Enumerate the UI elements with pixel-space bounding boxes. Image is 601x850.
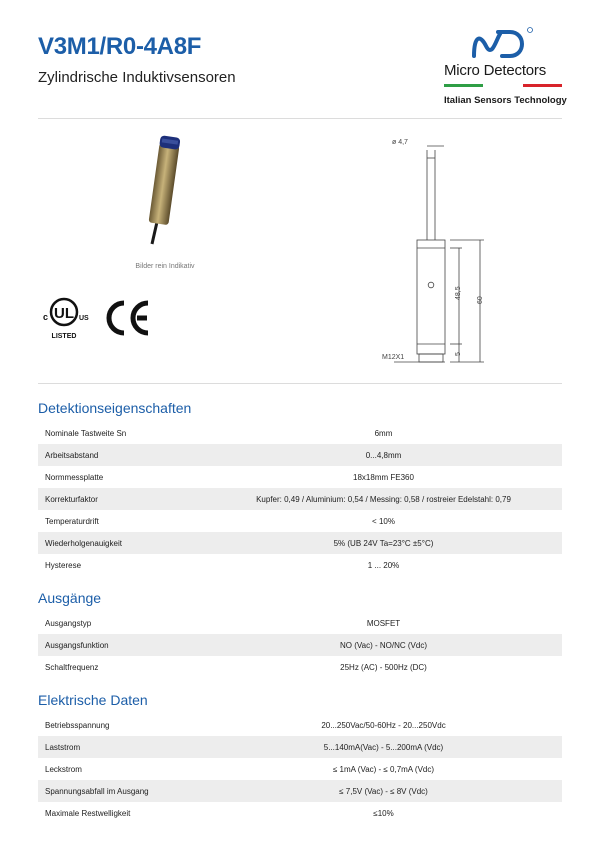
spec-label: Nominale Tastweite Sn xyxy=(45,428,127,438)
table-row xyxy=(38,780,562,802)
spec-value: ≤ 1mA (Vac) - ≤ 0,7mA (Vdc) xyxy=(332,764,435,774)
table-row xyxy=(38,554,562,576)
section-title-electrical: Elektrische Daten xyxy=(38,692,148,708)
spec-value: Kupfer: 0,49 / Aluminium: 0,54 / Messing: 0,58 / rostreier Edelstahl: 0,79 xyxy=(256,494,511,504)
spec-value: 18x18mm FE360 xyxy=(353,472,414,482)
spec-label: Arbeitsabstand xyxy=(45,450,99,460)
section-title-detection: Detektionseigenschaften xyxy=(38,400,192,416)
svg-text:c: c xyxy=(43,312,49,322)
svg-text:LISTED: LISTED xyxy=(51,333,77,340)
spec-label: Normmessplatte xyxy=(45,472,104,482)
spec-value: < 10% xyxy=(372,516,395,526)
spec-label: Maximale Restwelligkeit xyxy=(45,808,131,818)
table-row xyxy=(38,612,562,634)
ul-listed-icon xyxy=(40,294,98,342)
image-divider xyxy=(38,383,562,384)
svg-text:5: 5 xyxy=(455,352,462,356)
svg-text:US: US xyxy=(79,315,89,322)
spec-table-outputs xyxy=(38,612,562,678)
logo-tagline: Italian Sensors Technology xyxy=(444,95,567,106)
svg-text:ø 4,7: ø 4,7 xyxy=(392,139,408,146)
table-row xyxy=(38,634,562,656)
spec-label: Ausgangsfunktion xyxy=(45,640,109,650)
spec-value: 0...4,8mm xyxy=(365,450,402,460)
table-row xyxy=(38,422,562,444)
svg-text:M12X1: M12X1 xyxy=(382,354,405,361)
spec-label: Korrekturfaktor xyxy=(45,494,98,504)
product-subtitle: Zylindrische Induktivsensoren xyxy=(38,69,236,86)
md-logo-icon xyxy=(470,26,534,60)
spec-value: NO (Vac) - NO/NC (Vdc) xyxy=(340,640,427,650)
logo-brand-text: Micro Detectors xyxy=(444,62,547,79)
product-title: V3M1/R0-4A8F xyxy=(38,33,202,60)
spec-table-detection xyxy=(38,422,562,576)
spec-label: Temperaturdrift xyxy=(45,516,99,526)
product-photo xyxy=(140,134,186,246)
svg-text:60: 60 xyxy=(477,296,484,304)
spec-label: Betriebsspannung xyxy=(45,720,110,730)
technical-drawing xyxy=(372,130,502,375)
spec-label: Wiederholgenauigkeit xyxy=(45,538,122,548)
spec-value: 20...250Vac/50-60Hz - 20...250Vdc xyxy=(321,720,446,730)
svg-text:UL: UL xyxy=(54,305,74,322)
spec-value: 1 ... 20% xyxy=(367,560,400,570)
spec-value: 6mm xyxy=(374,428,393,438)
spec-label: Schaltfrequenz xyxy=(45,662,99,672)
spec-value: ≤ 7,5V (Vac) - ≤ 8V (Vdc) xyxy=(339,786,428,796)
spec-label: Laststrom xyxy=(45,742,81,752)
table-row xyxy=(38,802,562,824)
spec-label: Spannungsabfall im Ausgang xyxy=(45,786,149,796)
spec-value: 5...140mA(Vac) - 5...200mA (Vdc) xyxy=(323,742,444,752)
table-row xyxy=(38,466,562,488)
ce-mark-icon xyxy=(104,298,154,338)
spec-value: MOSFET xyxy=(366,618,401,628)
spec-label: Hysterese xyxy=(45,560,82,570)
image-caption: Bilder rein Indikativ xyxy=(135,263,195,270)
table-row xyxy=(38,758,562,780)
company-logo xyxy=(440,26,565,110)
table-row xyxy=(38,510,562,532)
table-row xyxy=(38,444,562,466)
spec-value: ≤10% xyxy=(373,808,394,818)
section-title-outputs: Ausgänge xyxy=(38,590,102,606)
table-row xyxy=(38,714,562,736)
spec-label: Ausgangstyp xyxy=(45,618,92,628)
table-row xyxy=(38,656,562,678)
table-row xyxy=(38,532,562,554)
spec-table-electrical xyxy=(38,714,562,824)
svg-text:48,5: 48,5 xyxy=(455,286,462,300)
logo-flag-stripe xyxy=(444,84,562,87)
header-divider xyxy=(38,118,562,119)
table-row xyxy=(38,736,562,758)
table-row xyxy=(38,488,562,510)
spec-label: Leckstrom xyxy=(45,764,82,774)
spec-value: 25Hz (AC) - 500Hz (DC) xyxy=(340,662,427,672)
spec-value: 5% (UB 24V Ta=23°C ±5°C) xyxy=(333,538,434,548)
